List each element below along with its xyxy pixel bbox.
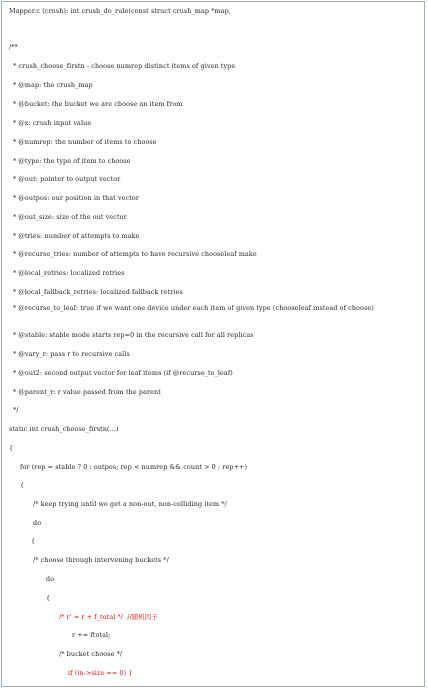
code-comment-line: /* bucket choose */ xyxy=(59,650,123,658)
doc-param-line: * @x: crush input value xyxy=(13,119,92,127)
code-document xyxy=(1,1,425,687)
doc-param-line: * @bucket: the bucket we are choose an item from xyxy=(13,100,183,108)
highlighted-comment-line: /* r' = r + f_total */ //随机因子 xyxy=(59,613,158,621)
code-comment-line: /* choose through intervening buckets */ xyxy=(33,556,169,564)
doc-summary-line: * crush_choose_firstn - choose numrep distinct items of given type xyxy=(13,62,236,70)
code-comment-line: /* keep trying until we get a non-out, non-colliding item */ xyxy=(33,500,227,508)
open-brace-line: { xyxy=(31,537,36,545)
open-brace-line: { xyxy=(9,444,14,452)
doc-param-line: * @map: the crush_map xyxy=(13,81,93,89)
doc-param-line: * @recurse_tries: number of attempts to have recursive chooseleaf make xyxy=(13,250,257,258)
highlighted-condition-line: if (in->size == 0) { xyxy=(68,669,133,677)
file-header-line: Mapper.c (crush): int crush_do_rule(const struct crush_map *map, xyxy=(9,7,231,15)
doc-param-line: * @outpos: our position in that vector xyxy=(13,194,139,202)
function-signature-line: static int crush_choose_firstn(...) xyxy=(9,425,119,433)
code-statement-line: r += ftotal; xyxy=(72,631,111,639)
doc-param-line: * @parent_r: r value passed from the parent xyxy=(13,388,161,396)
do-line: do xyxy=(46,575,55,583)
doc-param-line: * @stable: stable mode starts rep=0 in the recursive call for all replicas xyxy=(13,331,254,339)
doc-param-line: * @out_size: size of the out vector xyxy=(13,213,127,221)
do-line: do xyxy=(33,519,42,527)
open-brace-line: { xyxy=(20,481,25,489)
doc-param-line: * @out: pointer to output vector xyxy=(13,175,121,183)
comment-end-line: */ xyxy=(13,406,19,414)
doc-param-line: * @vary_r: pass r to recursive calls xyxy=(13,350,130,358)
doc-param-line: * @recurse_to_leaf: true if we want one device under each item of given type (chooseleaf instead of choose) xyxy=(13,304,374,312)
for-loop-line: for (rep = stable ? 0 : outpos; rep < numrep && count > 0 ; rep++) xyxy=(20,463,248,471)
doc-param-line: * @out2: second output vector for leaf items (if @recurse_to_leaf) xyxy=(13,369,233,377)
doc-param-line: * @local_fallback_retries: localized fallback retries xyxy=(13,288,183,296)
doc-param-line: * @numrep: the number of items to choose xyxy=(13,138,157,146)
open-brace-line: { xyxy=(46,594,51,602)
doc-param-line: * @local_retries: localized retries xyxy=(13,269,125,277)
doc-param-line: * @type: the type of item to choose xyxy=(13,157,131,165)
doc-param-line: * @tries: number of attempts to make xyxy=(13,232,140,240)
comment-start-line: /** xyxy=(9,43,18,51)
